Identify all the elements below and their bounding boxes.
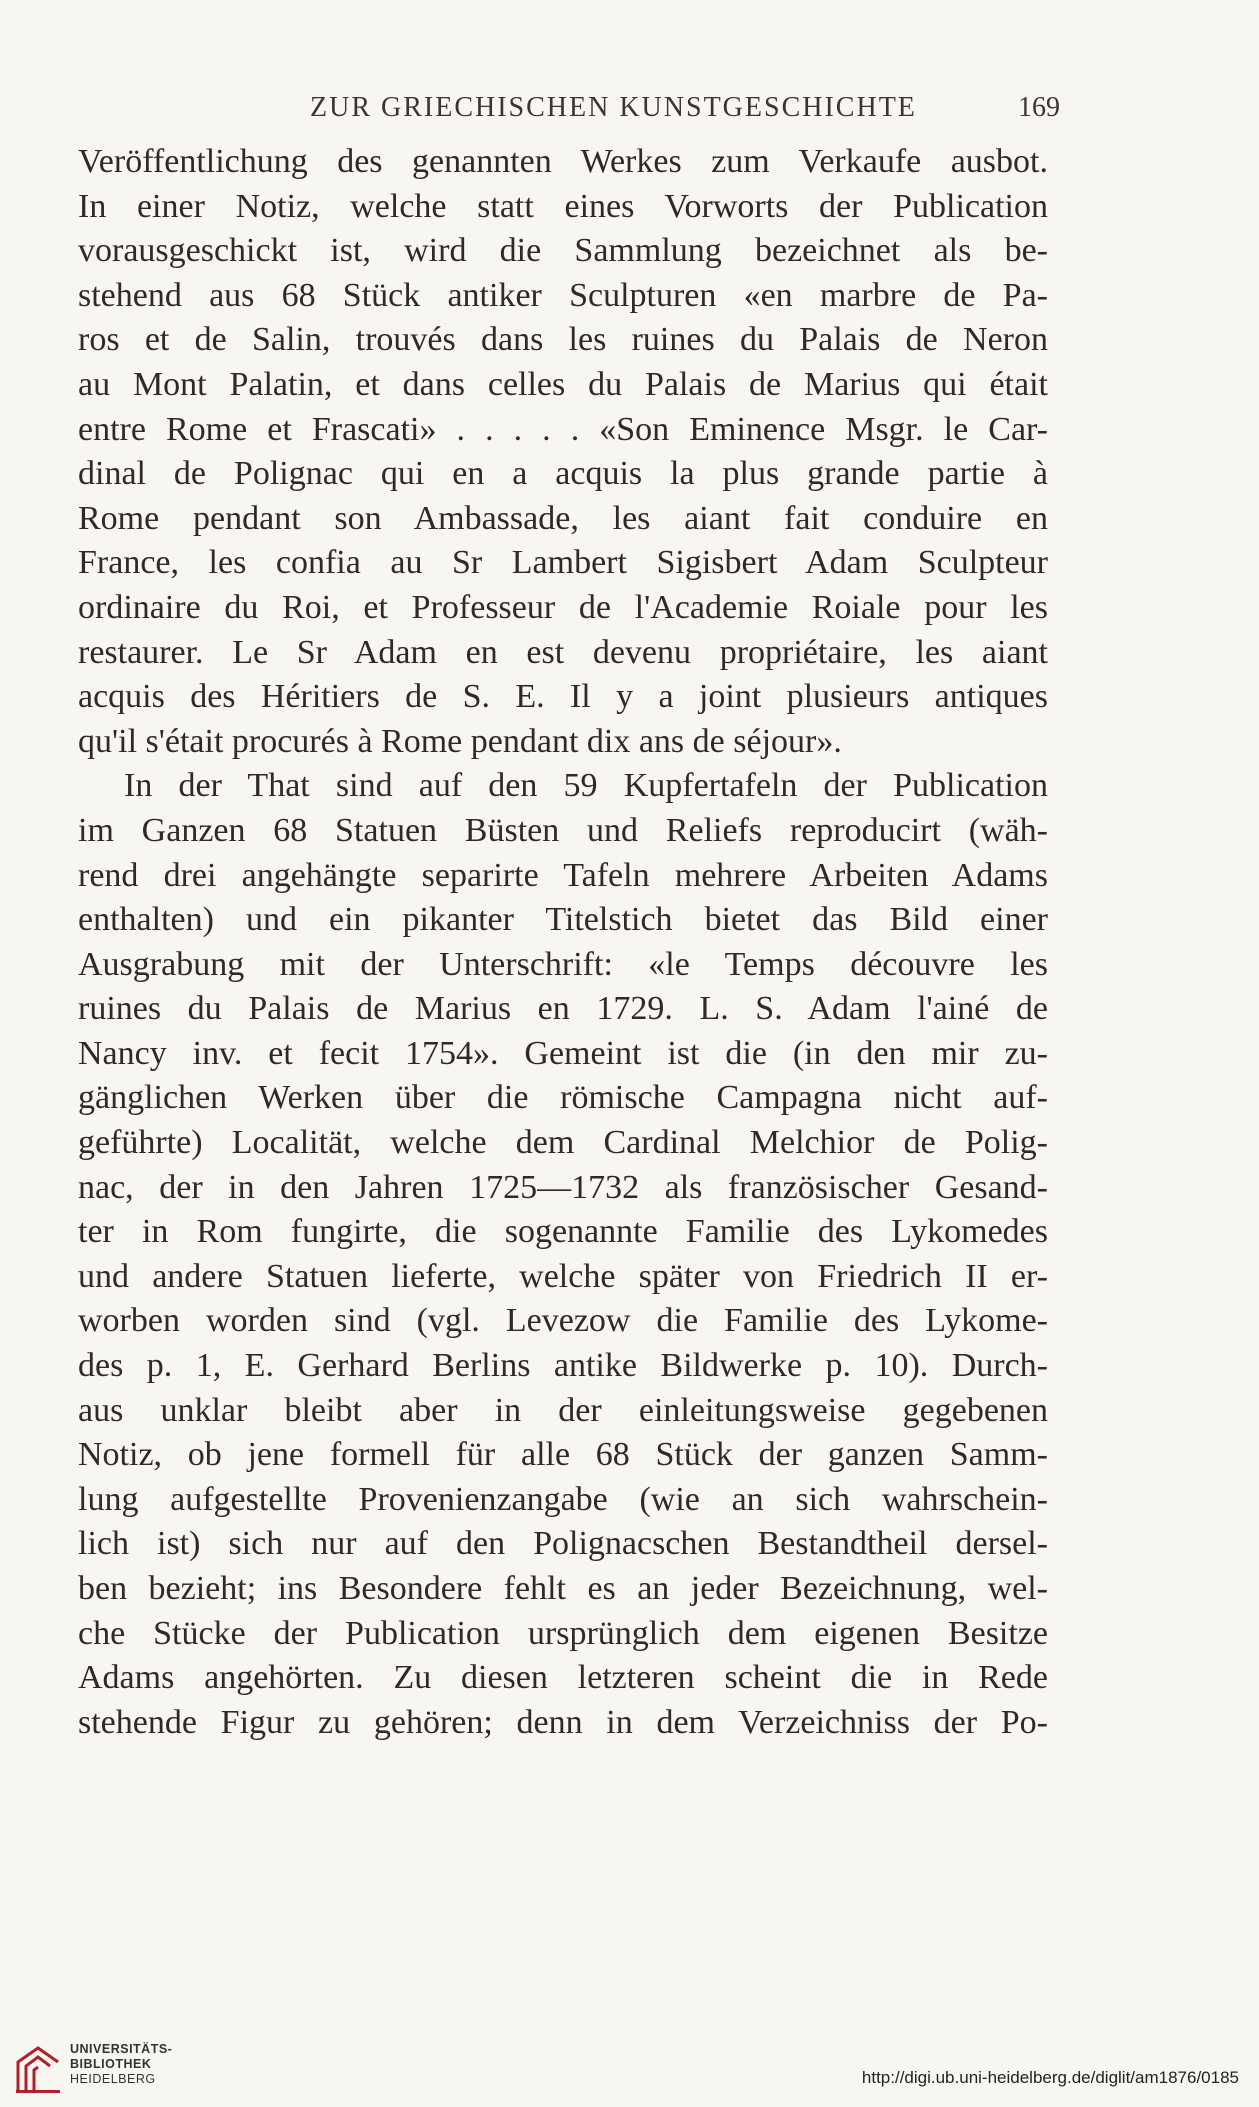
text-line: qu'il s'était procurés à Rome pendant dix ans de séjour». xyxy=(78,722,842,760)
text-line: Notiz, ob jene formell für alle 68 Stück der ganzen Samm- xyxy=(78,1436,1048,1474)
running-head xyxy=(80,92,1080,132)
text-line: aus unklar bleibt aber in der einleitungsweise gegebenen xyxy=(78,1391,1048,1429)
text-line: nac, der in den Jahren 1725—1732 als französischer Gesand- xyxy=(78,1168,1048,1206)
text-line: des p. 1, E. Gerhard Berlins antike Bildwerke p. 10). Durch- xyxy=(78,1347,1048,1385)
text-line: France, les confia au Sr Lambert Sigisbert Adam Sculpteur xyxy=(78,544,1048,582)
text-line: Rome pendant son Ambassade, les aiant fait conduire en xyxy=(78,499,1048,537)
text-line: enthalten) und ein pikanter Titelstich bietet das Bild einer xyxy=(78,901,1048,939)
library-name-line: BIBLIOTHEK xyxy=(70,2057,152,2071)
text-line: ben bezieht; ins Besondere fehlt es an jeder Bezeichnung, wel- xyxy=(78,1570,1048,1607)
text-line: Veröffentlichung des genannten Werkes zum Verkaufe ausbot. xyxy=(78,143,1048,180)
text-line: geführte) Localität, welche dem Cardinal Melchior de Polig- xyxy=(78,1124,1048,1162)
text-line: lich ist) sich nur auf den Polignacschen Bestandtheil dersel- xyxy=(78,1525,1048,1563)
library-name-line: HEIDELBERG xyxy=(70,2072,156,2086)
text-line: ros et de Salin, trouvés dans les ruines du Palais de Neron xyxy=(78,321,1048,359)
body-text xyxy=(78,140,1048,1745)
text-line: Nancy inv. et fecit 1754». Gemeint ist die (in den mir zu- xyxy=(78,1034,1048,1072)
source-url-link[interactable]: http://digi.ub.uni-heidelberg.de/diglit/am1876/0185 xyxy=(861,2068,1239,2087)
text-line: acquis des Héritiers de S. E. Il y a joint plusieurs antiques xyxy=(78,678,1048,716)
library-name-line: UNIVERSITÄTS- xyxy=(70,2042,173,2056)
running-title: ZUR GRIECHISCHEN KUNSTGESCHICHTE xyxy=(310,92,917,123)
text-line: ter in Rom fungirte, die sogenannte Familie des Lykomedes xyxy=(78,1213,1048,1251)
text-line: im Ganzen 68 Statuen Büsten und Reliefs reproducirt (wäh- xyxy=(78,811,1048,849)
text-line: In der That sind auf den 59 Kupfertafeln der Publication xyxy=(124,767,1048,805)
text-line: In einer Notiz, welche statt eines Vorworts der Publication xyxy=(78,187,1048,225)
text-line: gänglichen Werken über die römische Campagna nicht auf- xyxy=(78,1079,1048,1117)
library-logo-icon xyxy=(12,2040,64,2096)
text-line: stehende Figur zu gehören; denn in dem Verzeichniss der Po- xyxy=(78,1703,1048,1741)
library-name xyxy=(70,2042,172,2087)
text-line: restaurer. Le Sr Adam en est devenu propriétaire, les aiant xyxy=(78,633,1048,671)
text-line: stehend aus 68 Stück antiker Sculpturen «en marbre de Pa- xyxy=(78,276,1048,314)
text-line: entre Rome et Frascati» . . . . . «Son Eminence Msgr. le Car- xyxy=(78,410,1048,448)
text-line: au Mont Palatin, et dans celles du Palais de Marius qui était xyxy=(78,365,1048,403)
text-line: ordinaire du Roi, et Professeur de l'Academie Roiale pour les xyxy=(78,588,1048,626)
text-line: rend drei angehängte separirte Tafeln mehrere Arbeiten Adams xyxy=(78,856,1048,894)
text-line: che Stücke der Publication ursprünglich dem eigenen Besitze xyxy=(78,1614,1048,1652)
footer xyxy=(0,2040,1259,2100)
text-line: lung aufgestellte Provenienzangabe (wie an sich wahrschein- xyxy=(78,1480,1048,1518)
text-line: Ausgrabung mit der Unterschrift: «le Temps découvre les xyxy=(78,945,1048,983)
text-line: ruines du Palais de Marius en 1729. L. S. Adam l'ainé de xyxy=(78,990,1048,1028)
text-line: worben worden sind (vgl. Levezow die Familie des Lykome- xyxy=(78,1302,1048,1340)
text-line: dinal de Polignac qui en a acquis la plus grande partie à xyxy=(78,455,1048,493)
text-line: und andere Statuen lieferte, welche später von Friedrich II er- xyxy=(78,1257,1048,1295)
page-number: 169 xyxy=(1018,92,1060,123)
text-line: Adams angehörten. Zu diesen letzteren scheint die in Rede xyxy=(78,1659,1048,1697)
text-line: vorausgeschickt ist, wird die Sammlung bezeichnet als be- xyxy=(78,232,1048,270)
